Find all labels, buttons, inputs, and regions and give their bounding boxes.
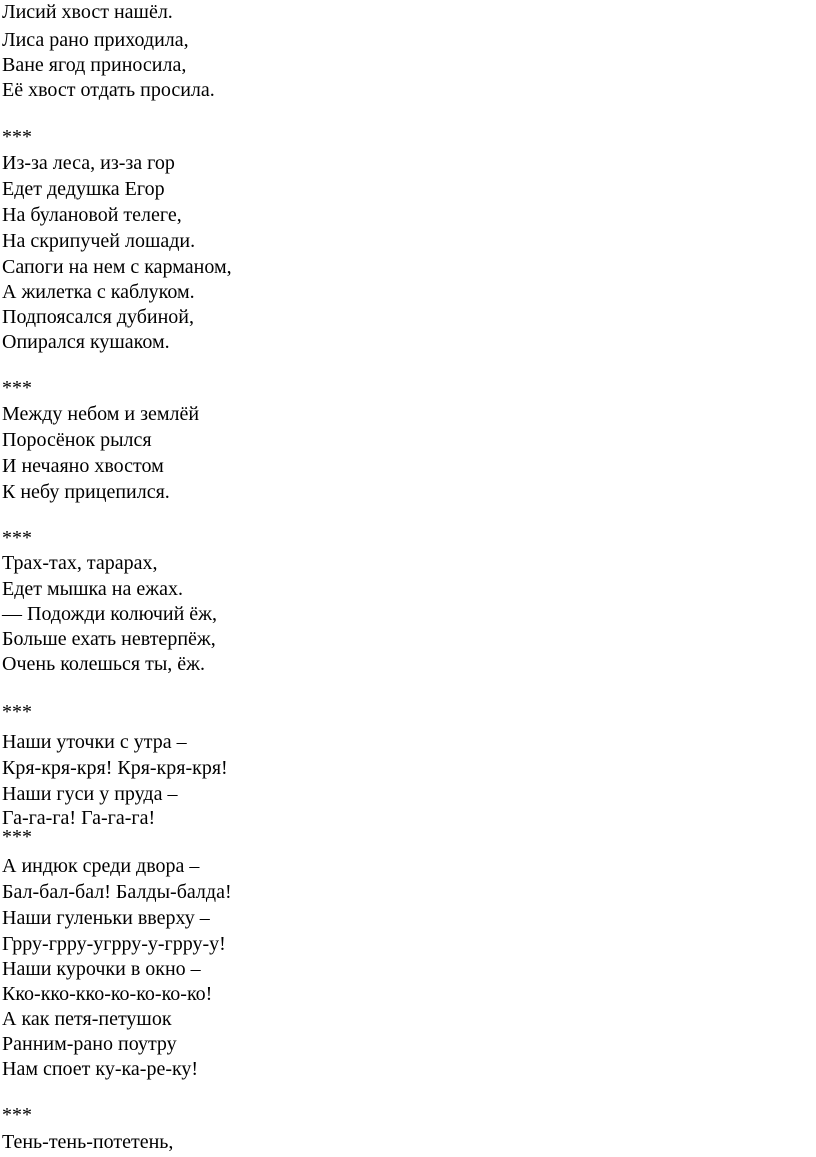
poem-line: Очень колешься ты, ёж. [2, 653, 205, 675]
poem-line: И нечаяно хвостом [2, 455, 164, 477]
poem-line: А индюк среди двора – [2, 855, 200, 877]
poem-line: К небу прицепился. [2, 481, 170, 503]
stanza-separator: *** [2, 126, 32, 148]
stanza-separator: *** [2, 701, 32, 723]
poem-line: Ранним-рано поутру [2, 1033, 177, 1055]
poem-line: Из-за леса, из-за гор [2, 152, 175, 174]
poem-line: На скрипучей лошади. [2, 230, 196, 252]
poem-line: Кря-кря-кря! Кря-кря-кря! [2, 757, 228, 779]
stanza-separator: *** [2, 377, 32, 399]
poem-line: Бал-бал-бал! Балды-балда! [2, 881, 232, 903]
poem-line: Едет мышка на ежах. [2, 578, 183, 600]
poem-line: А жилетка с каблуком. [2, 281, 195, 303]
poem-line: Наши гуленьки вверху – [2, 907, 210, 929]
poem-line: Сапоги на нем с карманом, [2, 256, 232, 278]
poem-line: Наши уточки с утра – [2, 731, 187, 753]
stanza-separator: *** [2, 1104, 32, 1126]
stanza-separator: *** [2, 527, 32, 549]
poem-line: Едет дедушка Егор [2, 178, 165, 200]
poem-line: Га-га-га! Га-га-га! [2, 807, 156, 829]
poem-line: Её хвост отдать просила. [2, 79, 215, 101]
poem-line: Наши курочки в окно – [2, 958, 201, 980]
poem-line: Поросёнок рылся [2, 429, 152, 451]
poem-line: Трах-тах, тарарах, [2, 552, 158, 574]
poem-line: Кко-кко-кко-ко-ко-ко-ко! [2, 983, 213, 1005]
poem-line: Наши гуси у пруда – [2, 783, 178, 805]
poem-line: Нам споет ку-ка-ре-ку! [2, 1058, 199, 1080]
poem-line: Ване ягод приносила, [2, 54, 187, 76]
poem-line: Лисий хвост нашёл. [2, 1, 173, 23]
poem-line: — Подожди колючий ёж, [2, 603, 217, 625]
poem-line: Между небом и землёй [2, 403, 200, 425]
poem-line: Опирался кушаком. [2, 331, 170, 353]
poem-line: Больше ехать невтерпёж, [2, 628, 216, 650]
poem-line: На булановой телеге, [2, 204, 182, 226]
poem-line: Тень-тень-потетень, [2, 1131, 174, 1153]
poem-line: Лиса рано приходила, [2, 29, 189, 51]
poem-line: А как петя-петушок [2, 1008, 172, 1030]
poem-line: Подпоясался дубиной, [2, 306, 194, 328]
stanza-separator: *** [2, 826, 32, 848]
poem-line: Грру-грру-угрру-у-грру-у! [2, 933, 226, 955]
